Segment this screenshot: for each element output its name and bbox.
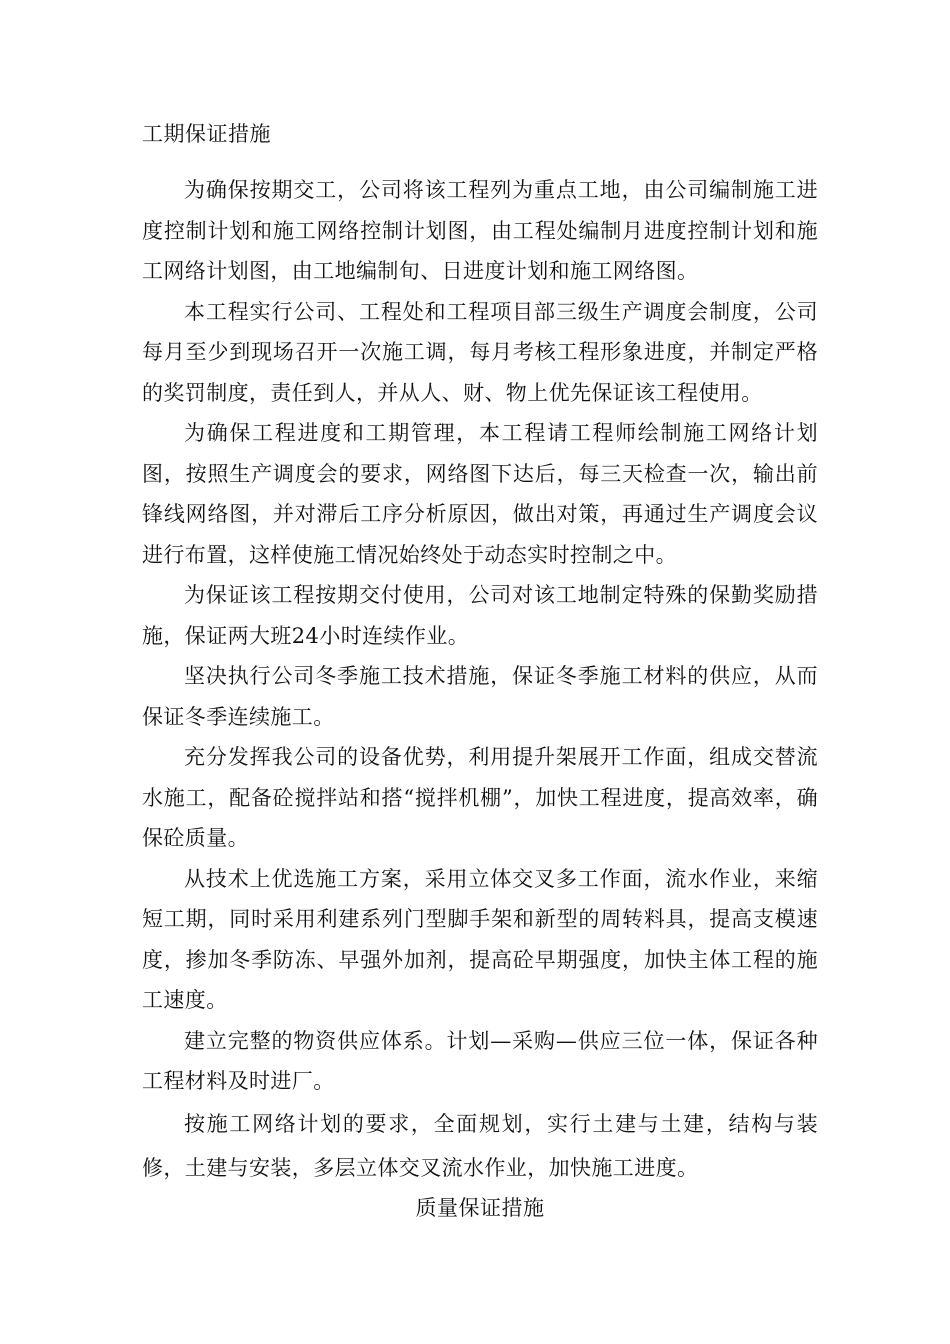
next-section-title: 质量保证措施: [415, 1195, 545, 1220]
paragraph: 按施工网络计划的要求，全面规划，实行土建与土建，结构与装修，土建与安装，多层立体交叉流水作业，加快施工进度。: [142, 1111, 818, 1180]
paragraph: 为保证该工程按期交付使用，公司对该工地制定特殊的保勤奖励措施，保证两大班24小时连续作业。: [142, 583, 818, 648]
paragraph: 从技术上优选施工方案，采用立体交叉多工作面，流水作业，来缩短工期，同时采用利建系列门型脚手架和新型的周转料具，提高支模速度，掺加冬季防冻、早强外加剂，提高砼早期强度，加快主体工程的施工速度。: [142, 866, 818, 1012]
paragraph: 本工程实行公司、工程处和工程项目部三级生产调度会制度，公司每月至少到现场召开一次施工调，每月考核工程形象进度，并制定严格的奖罚制度，责任到人，并从人、财、物上优先保证该工程使用。: [142, 299, 818, 405]
paragraph: 建立完整的物资供应体系。计划—采购—供应三位一体，保证各种工程材料及时进厂。: [142, 1028, 818, 1093]
paragraph: 坚决执行公司冬季施工技术措施，保证冬季施工材料的供应，从而保证冬季连续施工。: [142, 664, 818, 729]
paragraph: 为确保工程进度和工期管理，本工程请工程师绘制施工网络计划图，按照生产调度会的要求，网络图下达后，每三天检查一次，输出前锋线网络图，并对滞后工序分析原因，做出对策，再通过生产调度会议进行布置，这样使施工情况始终处于动态实时控制之中。: [142, 421, 818, 567]
document-page: [142, 118, 818, 1224]
section-title: 工期保证措施: [142, 122, 271, 146]
paragraph: 为确保按期交工，公司将该工程列为重点工地，由公司编制施工进度控制计划和施工网络控制计划图，由工程处编制月进度控制计划和施工网络计划图，由工地编制旬、日进度计划和施工网络图。: [142, 178, 818, 283]
paragraph: 充分发挥我公司的设备优势，利用提升架展开工作面，组成交替流水施工，配备砼搅拌站和搭“搅拌机棚”，加快工程进度，提高效率，确保砼质量。: [142, 745, 818, 850]
